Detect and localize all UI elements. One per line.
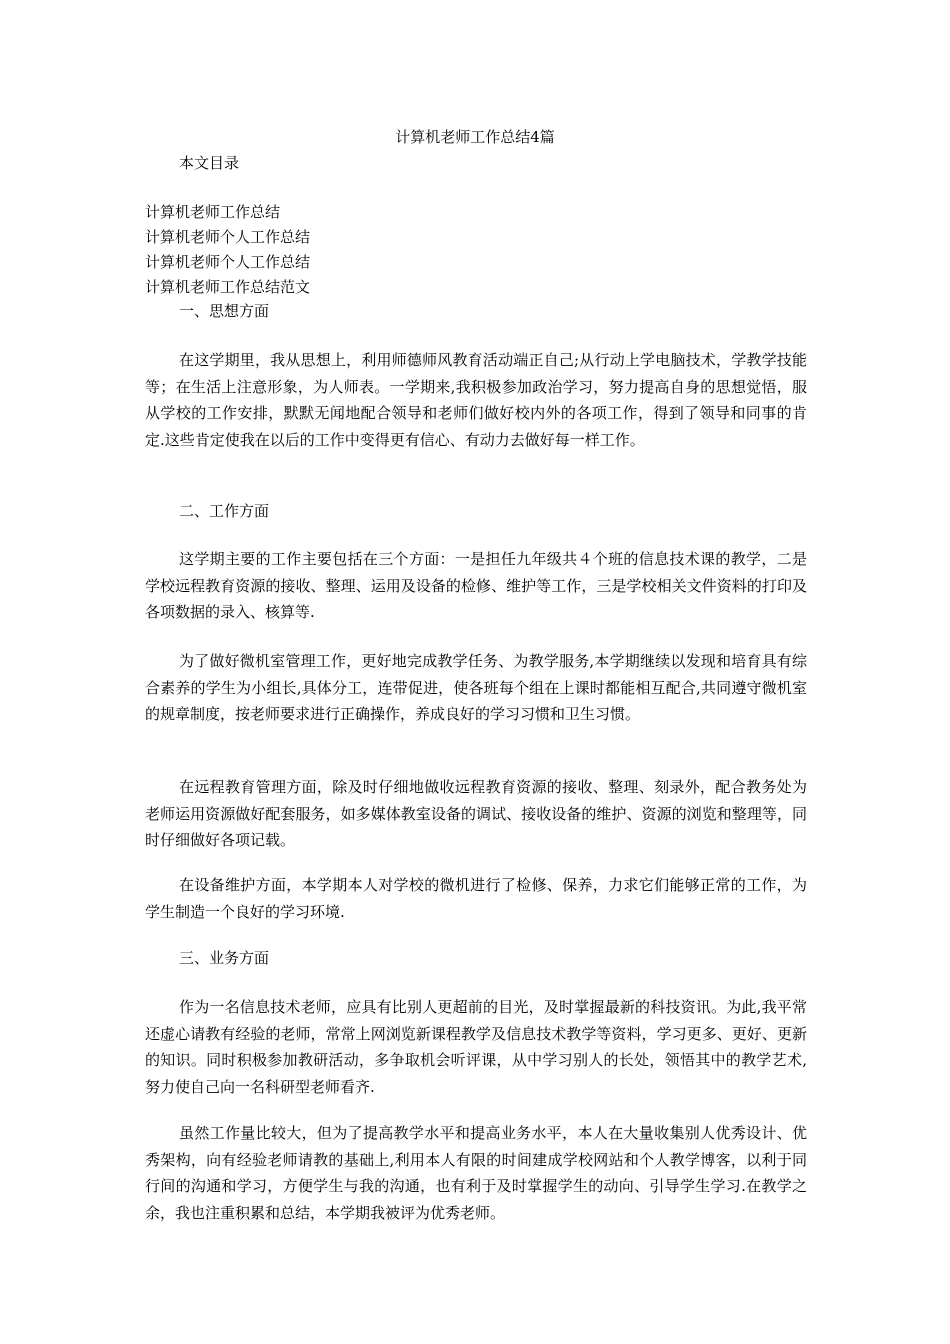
body-paragraph: 在远程教育管理方面，除及时仔细地做收远程教育资源的接收、整理、刻录外，配合教务处为老师运用资源做好配套服务，如多媒体教室设备的调试、接收设备的维护、资源的浏览和整理等，同时仔细做好各项记载。 <box>145 778 807 849</box>
body-paragraph: 虽然工作量比较大，但为了提高教学水平和提高业务水平，本人在大量收集别人优秀设计、优秀架构，向有经验老师请教的基础上,利用本人有限的时间建成学校网站和个人教学博客，以利于同行间的沟通和学习，方便学生与我的沟通，也有利于及时掌握学生的动向、引导学生学习.在教学之余，我也注重积累和总结，本学期我被评为优秀老师。 <box>145 1124 807 1222</box>
toc-item[interactable]: 计算机老师个人工作总结 <box>145 253 311 271</box>
body-paragraph: 这学期主要的工作主要包括在三个方面：一是担任九年级共４个班的信息技术课的教学，二是学校远程教育资源的接收、整理、运用及设备的检修、维护等工作，三是学校相关文件资料的打印及各项数据的录入、核算等. <box>145 550 807 621</box>
section-heading: 二、工作方面 <box>179 502 270 520</box>
body-paragraph: 为了做好微机室管理工作，更好地完成教学任务、为教学服务,本学期继续以发现和培育具有综合素养的学生为小组长,具体分工，连带促进，使各班每个组在上课时都能相互配合,共同遵守微机室的规章制度，按老师要求进行正确操作，养成良好的学习习惯和卫生习惯。 <box>145 652 807 723</box>
document-title: 计算机老师工作总结4篇 <box>395 128 555 146</box>
body-paragraph: 作为一名信息技术老师，应具有比别人更超前的目光，及时掌握最新的科技资讯。为此,我平常还虚心请教有经验的老师，常常上网浏览新课程教学及信息技术教学等资料，学习更多、更好、更新的知识。同时积极参加教研活动，多争取机会听评课，从中学习别人的长处，领悟其中的教学艺术,努力使自己向一名科研型老师看齐. <box>145 998 807 1096</box>
toc-item[interactable]: 计算机老师工作总结范文 <box>145 278 311 296</box>
section-heading: 三、业务方面 <box>179 949 270 967</box>
section-heading: 一、思想方面 <box>179 302 270 320</box>
body-paragraph: 在这学期里，我从思想上，利用师德师风教育活动端正自己;从行动上学电脑技术，学教学技能等；在生活上注意形象，为人师表。一学期来,我积极参加政治学习，努力提高自身的思想觉悟，服从学校的工作安排，默默无闻地配合领导和老师们做好校内外的各项工作，得到了领导和同事的肯定.这些肯定使我在以后的工作中变得更有信心、有动力去做好每一样工作。 <box>145 351 807 449</box>
body-paragraph: 在设备维护方面，本学期本人对学校的微机进行了检修、保养，力求它们能够正常的工作，为学生制造一个良好的学习环境. <box>145 876 807 921</box>
toc-item[interactable]: 计算机老师工作总结 <box>145 203 281 221</box>
toc-heading: 本文目录 <box>179 154 240 172</box>
toc-item[interactable]: 计算机老师个人工作总结 <box>145 228 311 246</box>
